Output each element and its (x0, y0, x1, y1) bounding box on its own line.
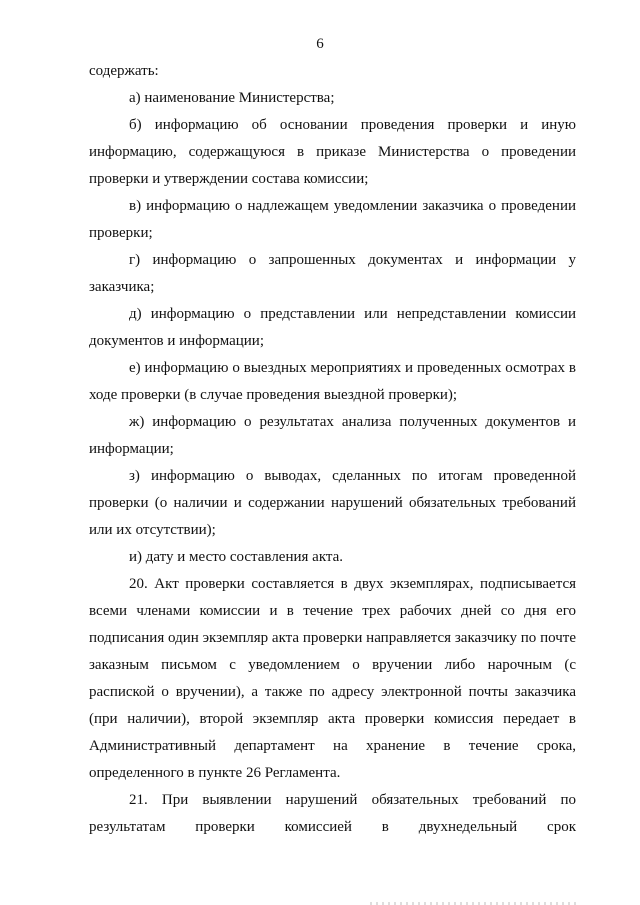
page-number: 6 (316, 36, 324, 52)
list-item-i: и) дату и место составления акта. (129, 549, 344, 565)
list-item-d: д) информацию о представлении или непредставлении комиссии документов и информации; (89, 306, 576, 349)
list-item-g: г) информацию о запрошенных документах и информации у заказчика; (89, 252, 576, 295)
paragraph-21: 21. При выявлении нарушений обязательных требований по результатам проверки комиссией в двухнедельный срок (89, 792, 576, 835)
paragraph-20: 20. Акт проверки составляется в двух экземплярах, подписывается всеми членами комиссии и в течение трех рабочих дней со дня его подписания один экземпляр акта проверки направляется заказчику по почте заказным письмом с уведомлением о вручении либо нарочным (с распиской о вручении), а также по адресу электронной почты заказчика (при наличии), второй экземпляр акта проверки комиссия передает в Административный департамент на хранение в течение срока, определенного в пункте 26 Регламента. (89, 576, 576, 781)
list-item-e: е) информацию о выездных мероприятиях и проведенных осмотрах в ходе проверки (в случае проведения выездной проверки); (89, 360, 576, 403)
document-body (89, 58, 576, 841)
list-item-v: в) информацию о надлежащем уведомлении заказчика о проведении проверки; (89, 198, 576, 241)
list-item-b: б) информацию об основании проведения проверки и иную информацию, содержащуюся в приказе Министерства о проведении проверки и утверждении состава комиссии; (89, 117, 576, 187)
list-item-z: з) информацию о выводах, сделанных по итогам проведенной проверки (о наличии и содержании нарушений обязательных требований или их отсутствии); (89, 468, 576, 538)
paragraph-continuation: содержать: (89, 63, 159, 79)
list-item-a: а) наименование Министерства; (129, 90, 335, 106)
list-item-zh: ж) информацию о результатах анализа полученных документов и информации; (89, 414, 576, 457)
